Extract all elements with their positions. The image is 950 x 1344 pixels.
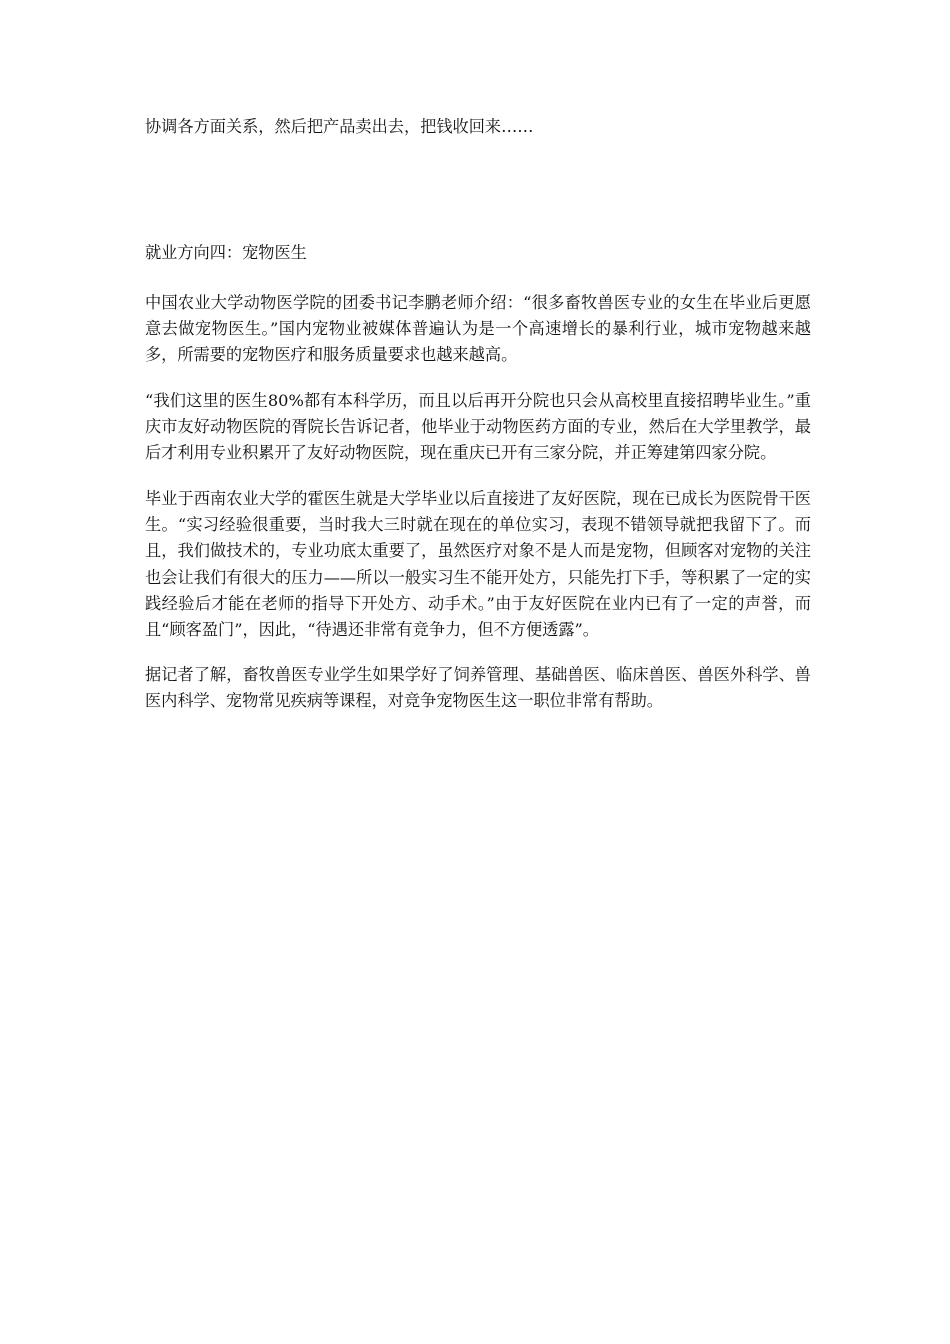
paragraph: 中国农业大学动物医学院的团委书记李鹏老师介绍：“很多畜牧兽医专业的女生在毕业后更愿意去做宠物医生。”国内宠物业被媒体普遍认为是一个高速增长的暴利行业，城市宠物越来越多，所需要的宠物医疗和服务质量要求也越来越高。 <box>145 293 811 365</box>
paragraph-continuation: 协调各方面关系，然后把产品卖出去，把钱收回来…… <box>145 117 534 136</box>
paragraph: 据记者了解，畜牧兽医专业学生如果学好了饲养管理、基础兽医、临床兽医、兽医外科学、兽医内科学、宠物常见疾病等课程，对竞争宠物医生这一职位非常有帮助。 <box>145 665 811 711</box>
paragraph: “我们这里的医生80%都有本科学历，而且以后再开分院也只会从高校里直接招聘毕业生。”重庆市友好动物医院的胥院长告诉记者，他毕业于动物医药方面的专业，然后在大学里教学，最后才利用专业积累开了友好动物医院，现在重庆已开有三家分院，并正筹建第四家分院。 <box>145 391 811 463</box>
section-heading: 就业方向四：宠物医生 <box>145 243 307 262</box>
paragraph: 毕业于西南农业大学的霍医生就是大学毕业以后直接进了友好医院，现在已成长为医院骨干医生。“实习经验很重要，当时我大三时就在现在的单位实习，表现不错领导就把我留下了。而且，我们做技术的，专业功底太重要了，虽然医疗对象不是人而是宠物，但顾客对宠物的关注也会让我们有很大的压力——所以一般实习生不能开处方，只能先打下手，等积累了一定的实践经验后才能在老师的指导下开处方、动手术。”由于友好医院在业内已有了一定的声誉，而且“顾客盈门”，因此，“待遇还非常有竞争力，但不方便透露”。 <box>145 489 811 640</box>
